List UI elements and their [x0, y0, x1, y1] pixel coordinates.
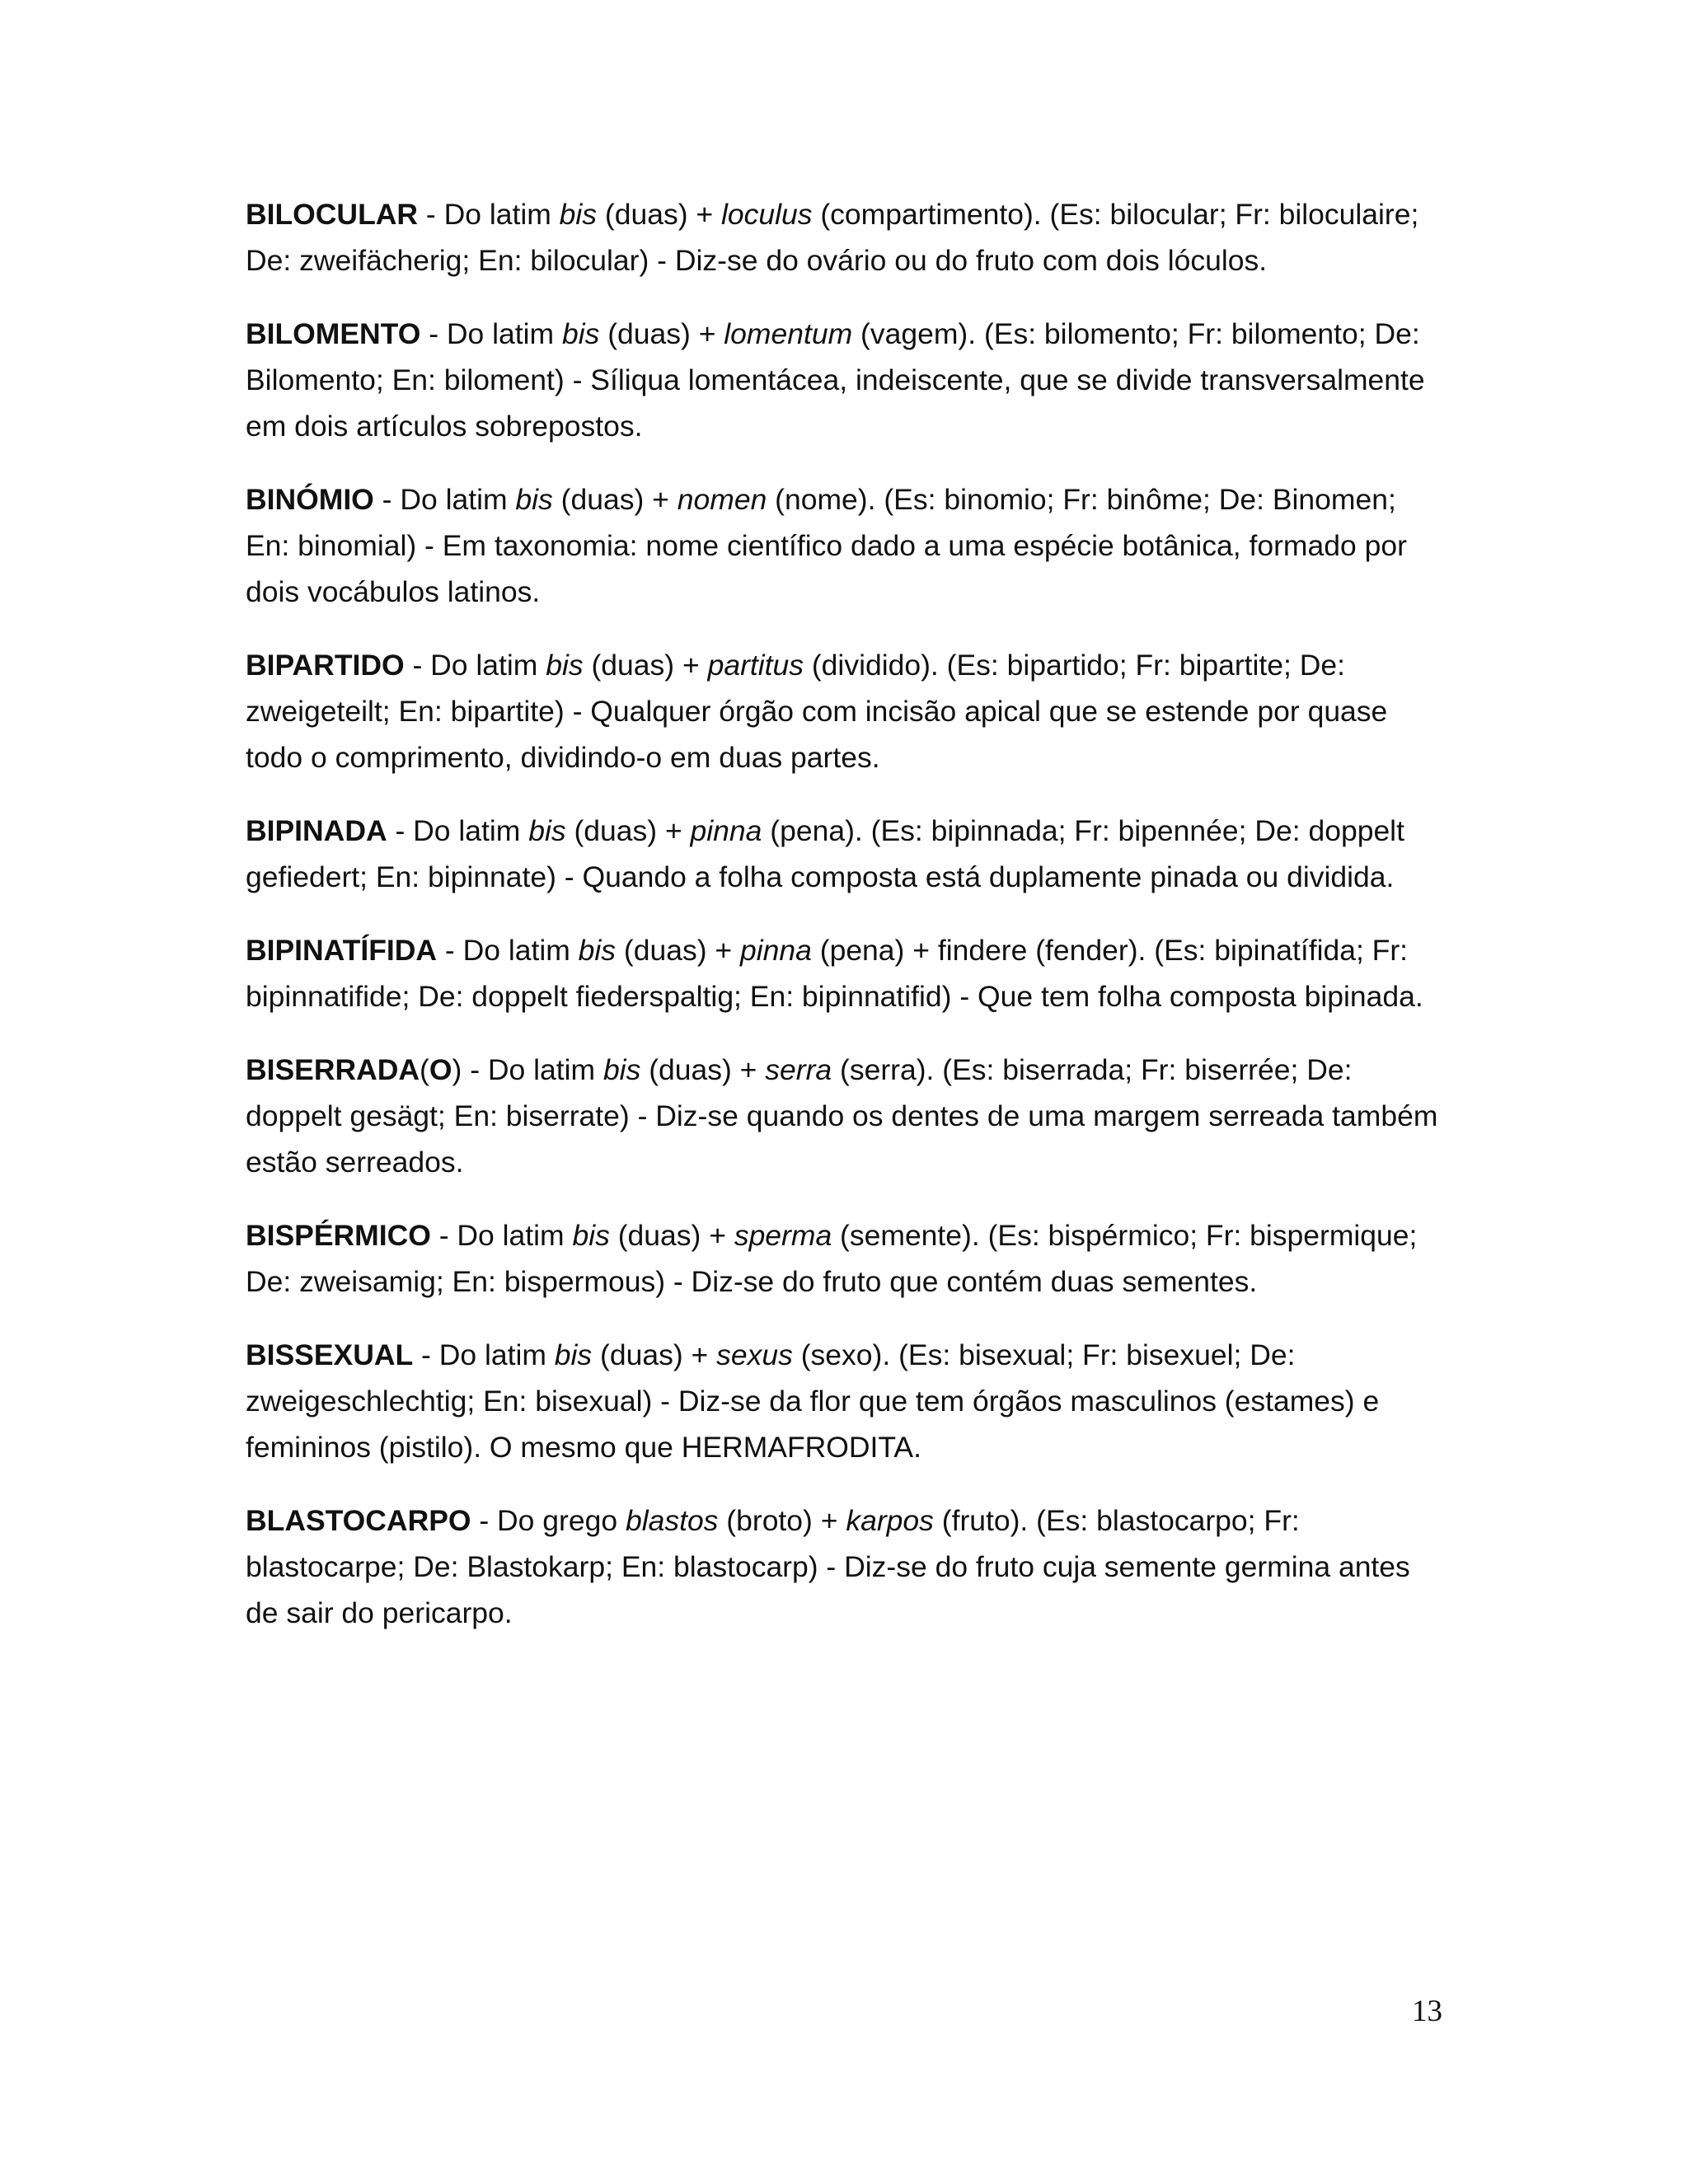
entry-term-suffix: O — [429, 1053, 452, 1086]
entry-term: BISSEXUAL — [246, 1338, 414, 1371]
glossary-entries — [246, 191, 1442, 1663]
glossary-entry: BIPINADA - Do latim bis (duas) + pinna (pena). (Es: bipinnada; Fr: bipennée; De: doppelt gefiedert; En: bipinnate) - Quando a folha composta está duplamente pinada ou dividida. — [246, 814, 1404, 893]
glossary-entry: BIPARTIDO - Do latim bis (duas) + partitus (dividido). (Es: bipartido; Fr: bipartite; De: zweigeteilt; En: bipartite) - Qualquer órgão com incisão apical que se estende por quase todo o comprimento, dividindo-o em duas partes. — [246, 649, 1388, 774]
entry-term: BISERRADA — [246, 1053, 420, 1086]
entry-term: BLASTOCARPO — [246, 1504, 471, 1537]
glossary-entry: BISERRADA(O) - Do latim bis (duas) + serra (serra). (Es: biserrada; Fr: biserrée; De: doppelt gesägt; En: biserrate) - Diz-se quando os dentes de uma margem serreada também estão serreados. — [246, 1053, 1438, 1179]
entry-term: BISPÉRMICO — [246, 1219, 431, 1252]
glossary-entry: BLASTOCARPO - Do grego blastos (broto) + karpos (fruto). (Es: blastocarpo; Fr: blastocarpe; De: Blastokarp; En: blastocarp) - Diz-se do fruto cuja semente germina antes de sair do pericarpo. — [246, 1504, 1410, 1629]
entry-term: BIPINADA — [246, 814, 387, 847]
entry-term: BIPARTIDO — [246, 649, 405, 682]
entry-term: BILOCULAR — [246, 198, 419, 231]
glossary-entry: BINÓMIO - Do latim bis (duas) + nomen (nome). (Es: binomio; Fr: binôme; De: Binomen; En: binomial) - Em taxonomia: nome científico dado a uma espécie botânica, formado por dois vocábulos latinos. — [246, 483, 1407, 608]
glossary-entry: BILOMENTO - Do latim bis (duas) + lomentum (vagem). (Es: bilomento; Fr: bilomento; De: Bilomento; En: biloment) - Síliqua lomentácea, indeiscente, que se divide transversalmente em dois artículos sobrepostos. — [246, 317, 1425, 443]
entry-term: BILOMENTO — [246, 317, 421, 350]
glossary-entry: BILOCULAR - Do latim bis (duas) + loculus (compartimento). (Es: bilocular; Fr: biloculaire; De: zweifächerig; En: bilocular) - Diz-se do ovário ou do fruto com dois lóculos. — [246, 198, 1419, 277]
entry-term: BIPINATÍFIDA — [246, 934, 438, 967]
glossary-entry: BISSEXUAL - Do latim bis (duas) + sexus (sexo). (Es: bisexual; Fr: bisexuel; De: zweigeschlechtig; En: bisexual) - Diz-se da flor que tem órgãos masculinos (estames) e femininos (pistilo). O mesmo que HERMAFRODITA. — [246, 1338, 1380, 1464]
page-number: 13 — [1412, 1994, 1442, 2028]
glossary-entry: BISPÉRMICO - Do latim bis (duas) + sperma (semente). (Es: bispérmico; Fr: bispermique; De: zweisamig; En: bispermous) - Diz-se do fruto que contém duas sementes. — [246, 1219, 1418, 1298]
glossary-entry: BIPINATÍFIDA - Do latim bis (duas) + pinna (pena) + findere (fender). (Es: bipinatífida; Fr: bipinnatifide; De: doppelt fiederspaltig; En: bipinnatifid) - Que tem folha composta bipinada. — [246, 934, 1423, 1013]
entry-term: BINÓMIO — [246, 483, 374, 516]
